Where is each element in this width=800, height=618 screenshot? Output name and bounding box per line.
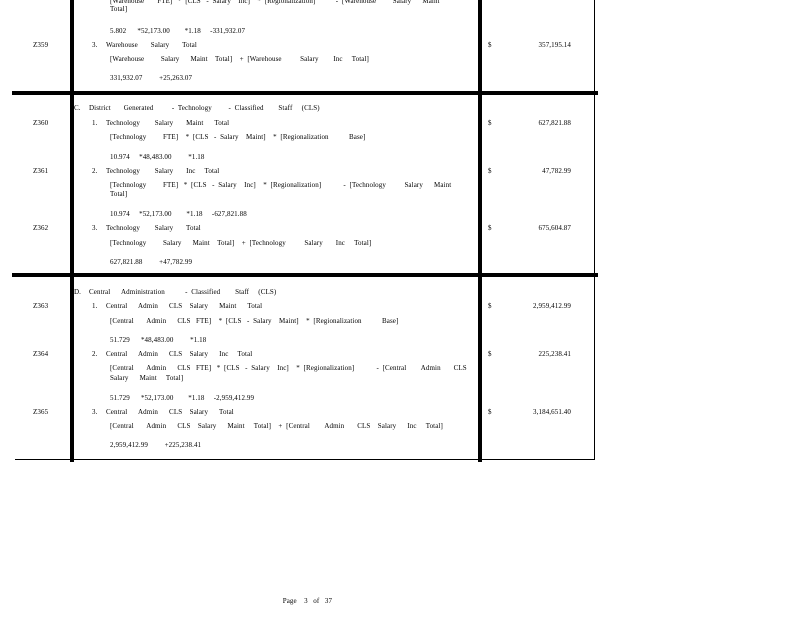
item-number: 1. <box>92 302 98 310</box>
section-heading: District Generated - Technology - Classified Staff (CLS) <box>89 104 320 112</box>
calc-line: 627,821.88 +47,782.99 <box>110 258 193 266</box>
item-title: Central Admin CLS Salary Total <box>106 408 234 416</box>
item-title: Central Admin CLS Salary Maint Total <box>106 302 263 310</box>
amount: 47,782.99 <box>542 167 571 175</box>
right-border <box>594 0 595 460</box>
currency-symbol: $ <box>488 41 492 49</box>
currency-symbol: $ <box>488 119 492 127</box>
amount: 357,195.14 <box>538 41 571 49</box>
currency-symbol: $ <box>488 224 492 232</box>
calc-line: 2,959,412.99 +225,238.41 <box>110 441 202 449</box>
amount: 2,959,412.99 <box>533 302 571 310</box>
item-number: 1. <box>92 119 98 127</box>
formula-line: [Central Admin CLS Salary Maint Total] + [Central Admin CLS Salary Inc Total] <box>110 422 443 430</box>
formula-line: Salary Maint Total] <box>110 374 184 382</box>
row-id: Z364 <box>33 350 49 358</box>
total-pages: 37 <box>324 597 333 605</box>
item-number: 2. <box>92 350 98 358</box>
item-number: 2. <box>92 167 98 175</box>
formula-tail-line1: [Warehouse FTE] * [CLS - Salary Inc] * [Regionalization] - [Warehouse Salary Maint <box>110 0 440 5</box>
page-label: Page <box>282 597 297 605</box>
currency-symbol: $ <box>488 167 492 175</box>
calc-line: 51.729 *52,173.00 *1.18 -2,959,412.99 <box>110 394 255 402</box>
item-number: 3. <box>92 41 98 49</box>
item-title: Technology Salary Maint Total <box>106 119 230 127</box>
row-id: Z362 <box>33 224 49 232</box>
item-number: 3. <box>92 224 98 232</box>
item-number: 3. <box>92 408 98 416</box>
page-footer <box>279 589 332 605</box>
row-id: Z361 <box>33 167 49 175</box>
item-title: Warehouse Salary Total <box>106 41 197 49</box>
page-of-label: of <box>313 597 320 605</box>
calc-line: 51.729 *48,483.00 *1.18 <box>110 336 207 344</box>
formula-tail-line2: Total] <box>110 5 128 13</box>
currency-symbol: $ <box>488 408 492 416</box>
formula-line: [Central Admin CLS FTE] * [CLS - Salary Inc] * [Regionalization] - [Central Admin CLS <box>110 364 467 372</box>
row-id: Z363 <box>33 302 49 310</box>
section-separator-2 <box>12 273 598 277</box>
row-id: Z359 <box>33 41 49 49</box>
item-title: Technology Salary Total <box>106 224 201 232</box>
currency-symbol: $ <box>488 350 492 358</box>
formula-line: [Technology FTE] * [CLS - Salary Maint] * [Regionalization Base] <box>110 133 366 141</box>
amount: 225,238.41 <box>538 350 571 358</box>
section-letter: C. <box>74 104 81 112</box>
formula-line: [Warehouse Salary Maint Total] + [Warehouse Salary Inc Total] <box>110 55 369 63</box>
table-bottom-border <box>15 459 595 460</box>
formula-line: [Central Admin CLS FTE] * [CLS - Salary Maint] * [Regionalization Base] <box>110 317 399 325</box>
formula-line: [Technology FTE] * [CLS - Salary Inc] * [Regionalization] - [Technology Salary Maint <box>110 181 452 189</box>
calc-line: 5.802 *52,173.00 *1.18 -331,932.07 <box>110 27 246 35</box>
formula-line: [Technology Salary Maint Total] + [Technology Salary Inc Total] <box>110 239 372 247</box>
amount: 3,184,651.40 <box>533 408 571 416</box>
column-divider-left <box>70 0 74 462</box>
section-letter: D. <box>74 288 82 296</box>
column-divider-right <box>478 0 482 462</box>
section-heading: Central Administration - Classified Staff (CLS) <box>89 288 277 296</box>
calc-line: 331,932.07 +25,263.07 <box>110 74 193 82</box>
currency-symbol: $ <box>488 302 492 310</box>
row-id: Z365 <box>33 408 49 416</box>
calc-line: 10.974 *48,483.00 *1.18 <box>110 153 205 161</box>
amount: 627,821.88 <box>538 119 571 127</box>
section-separator-1 <box>12 91 598 95</box>
amount: 675,604.87 <box>538 224 571 232</box>
page-number: 3 <box>304 597 308 605</box>
row-id: Z360 <box>33 119 49 127</box>
formula-line: Total] <box>110 190 128 198</box>
item-title: Central Admin CLS Salary Inc Total <box>106 350 253 358</box>
calc-line: 10.974 *52,173.00 *1.18 -627,821.88 <box>110 210 247 218</box>
item-title: Technology Salary Inc Total <box>106 167 220 175</box>
